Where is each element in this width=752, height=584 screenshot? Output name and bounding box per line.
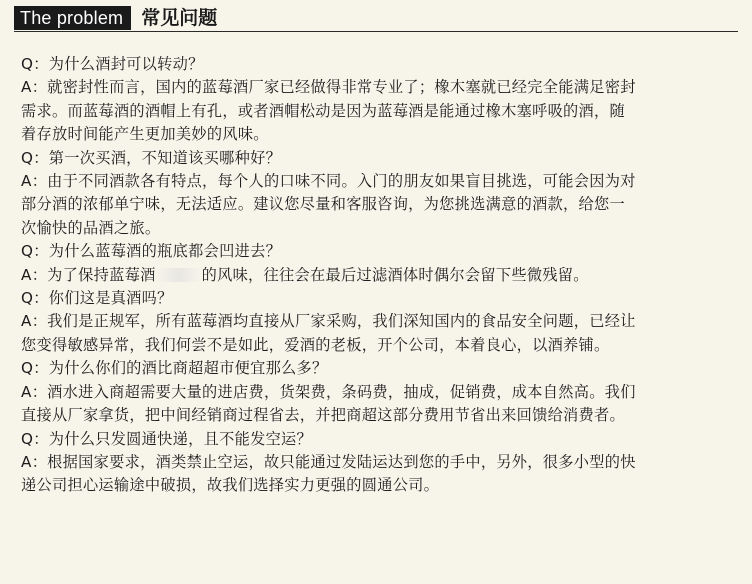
faq-question: Q：为什么酒封可以转动？ bbox=[21, 55, 204, 73]
faq-answer-part: 的风味，往往会在最后过滤酒体时偶尔会留下些微残留。 bbox=[201, 265, 589, 284]
faq-answer-line: 需求。而蓝莓酒的酒帽上有孔，或者酒帽松动是因为蓝莓酒是能通过橡木塞呼吸的酒，随 bbox=[21, 101, 626, 120]
faq-question: Q：你们这是真酒吗？ bbox=[21, 289, 173, 308]
smudge-mark bbox=[156, 268, 202, 282]
faq-question: Q：为什么只发圆通快递，且不能发空运？ bbox=[21, 429, 313, 448]
section-header bbox=[14, 4, 217, 32]
faq-answer-line: A：我们是正规军，所有蓝莓酒均直接从厂家采购，我们深知国内的食品安全问题，已经让 bbox=[21, 312, 636, 331]
faq-answer-line: 您变得敏感异常，我们何尝不是如此，爱酒的老板，开个公司，本着良心，以酒养铺。 bbox=[21, 335, 610, 354]
faq-answer-line: A：酒水进入商超需要大量的进店费，货架费，条码费，抽成，促销费，成本自然高。我们 bbox=[21, 382, 636, 401]
header-divider bbox=[14, 31, 738, 32]
page-title: 常见问题 bbox=[141, 7, 218, 29]
header-tag: The problem bbox=[14, 6, 131, 30]
faq-answer-line: 着存放时间能产生更加美妙的风味。 bbox=[21, 125, 269, 144]
faq-answer-line: 部分酒的浓郁单宁味，无法适应。建议您尽量和客服咨询，为您挑选满意的酒款，给您一 bbox=[21, 195, 626, 214]
faq-question: Q：为什么你们的酒比商超超市便宜那么多？ bbox=[21, 359, 328, 378]
faq-answer bbox=[21, 264, 733, 287]
faq-question: Q：为什么蓝莓酒的瓶底都会凹进去？ bbox=[21, 242, 282, 261]
faq-list bbox=[21, 53, 733, 498]
faq-question: Q：第一次买酒，不知道该买哪种好？ bbox=[21, 148, 282, 167]
faq-answer-line: A：就密封性而言，国内的蓝莓酒厂家已经做得非常专业了；橡木塞就已经完全能满足密封 bbox=[21, 78, 636, 97]
faq-answer-line: 递公司担心运输途中破损，故我们选择实力更强的圆通公司。 bbox=[21, 476, 440, 495]
faq-answer-line: A：根据国家要求，酒类禁止空运，故只能通过发陆运达到您的手中，另外，很多小型的快 bbox=[21, 452, 636, 471]
faq-answer-part: A：为了保持蓝莓酒 bbox=[21, 265, 156, 284]
faq-answer-line: 次愉快的品酒之旅。 bbox=[21, 218, 161, 237]
faq-answer-line: A：由于不同酒款各有特点，每个人的口味不同。入门的朋友如果盲目挑选，可能会因为对 bbox=[21, 172, 636, 191]
faq-answer-line: 直接从厂家拿货，把中间经销商过程省去，并把商超这部分费用节省出来回馈给消费者。 bbox=[21, 406, 626, 425]
